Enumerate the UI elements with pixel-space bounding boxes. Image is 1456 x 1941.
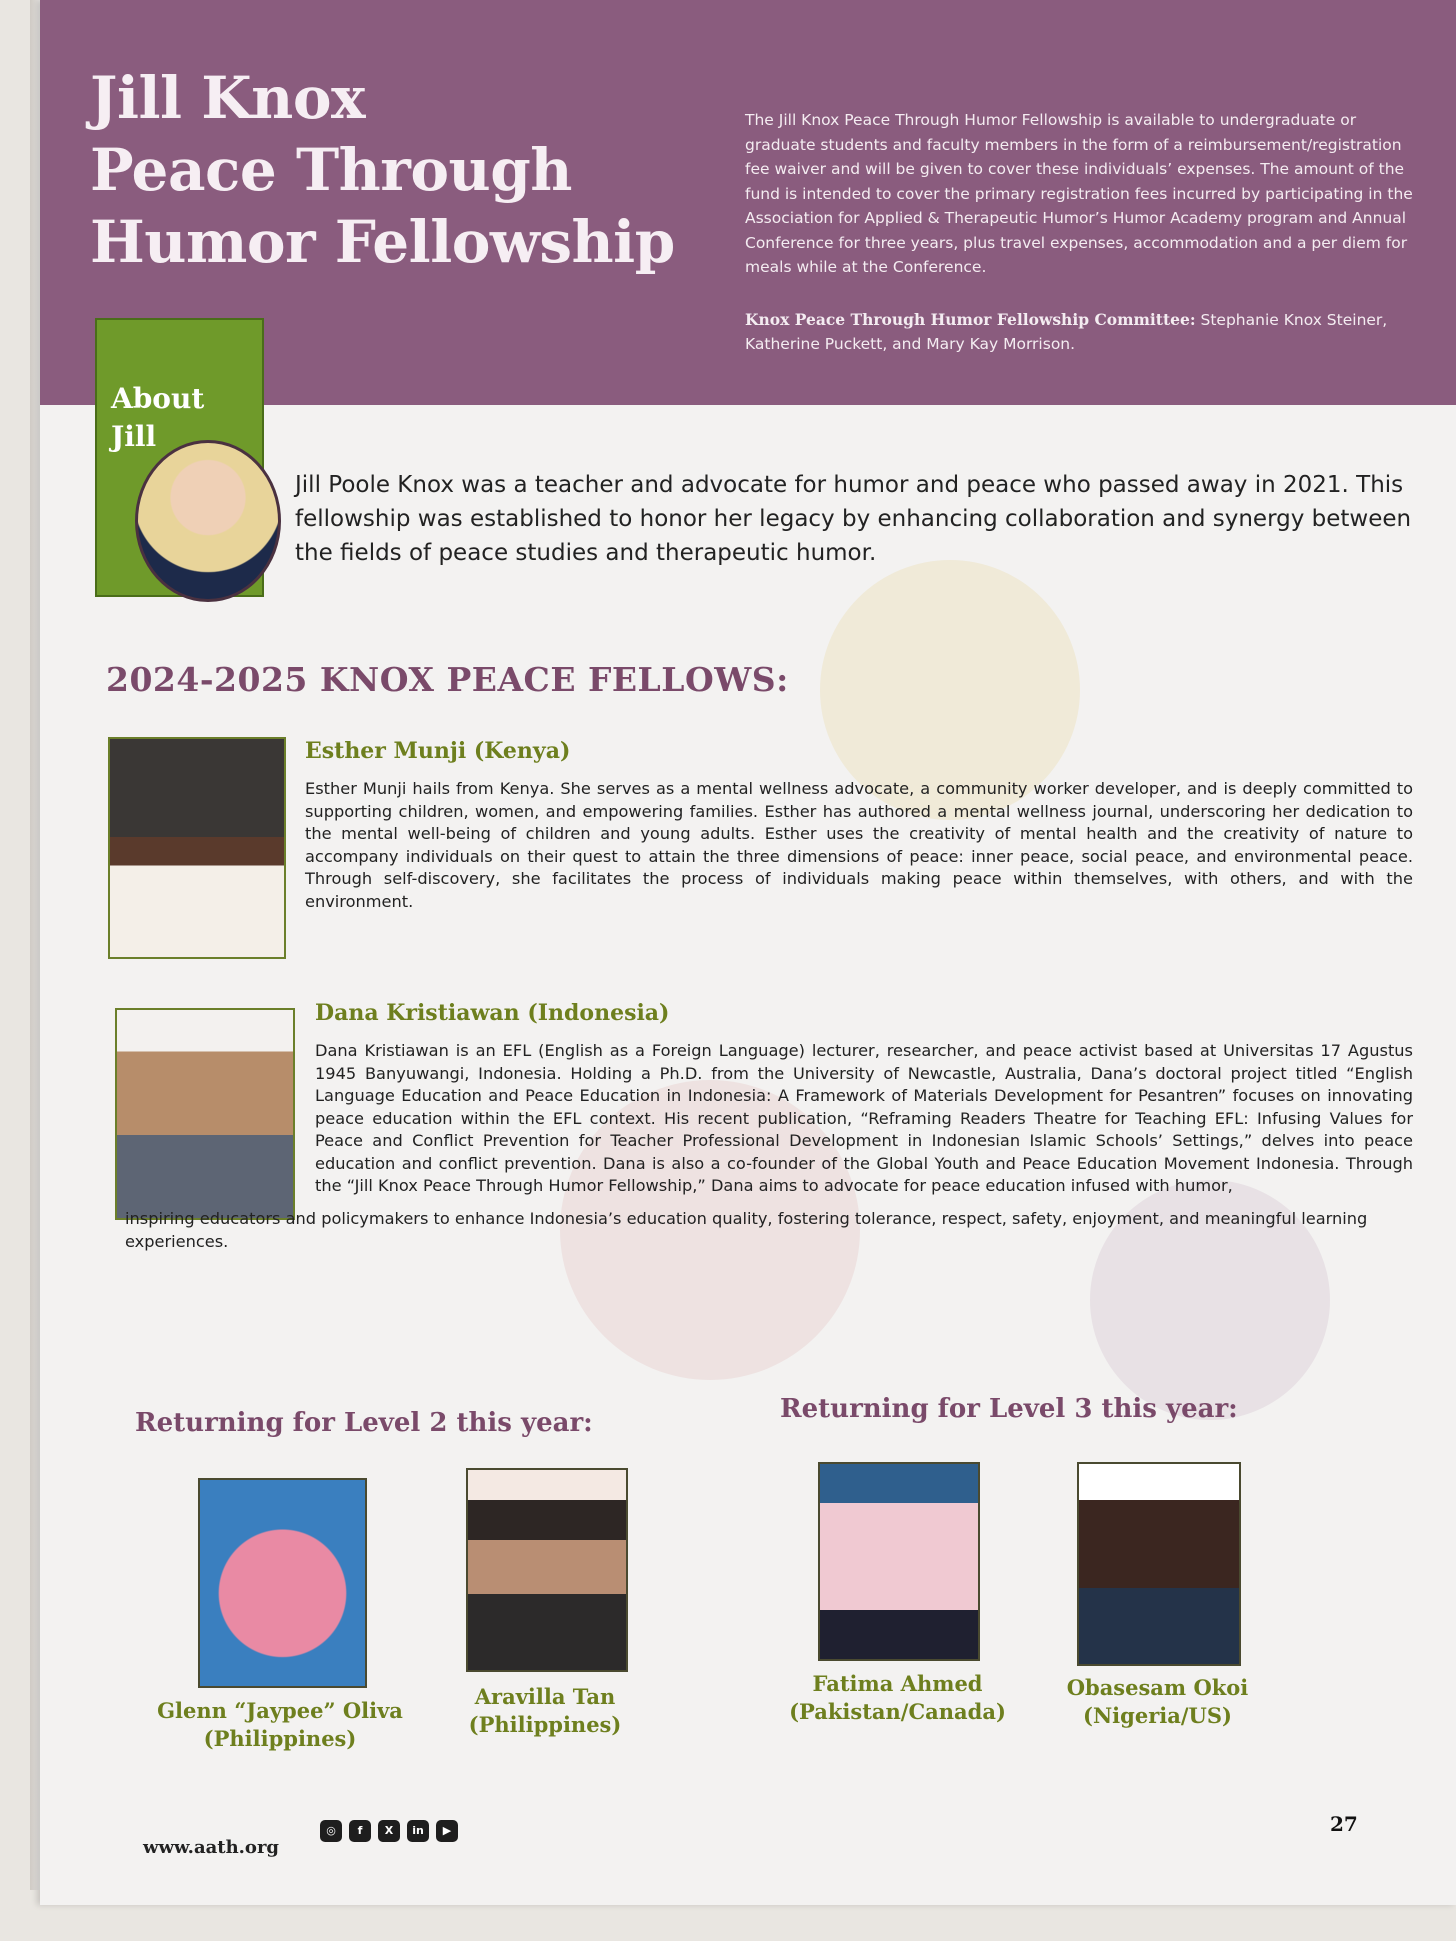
esther-name: Esther Munji (Kenya) — [305, 738, 571, 764]
dana-bio-continued: inspiring educators and policymakers to enhance Indonesia’s education quality, fostering tolerance, respect, safety, enjoyment, and meaningful learning experiences. — [125, 1209, 1368, 1251]
facebook-icon: f — [349, 1820, 371, 1842]
about-jill-label: About Jill — [111, 382, 205, 453]
person-country: (Philippines) — [468, 1712, 622, 1737]
instagram-icon: ◎ — [320, 1820, 342, 1842]
person-country: (Pakistan/Canada) — [789, 1699, 1006, 1724]
x-icon: X — [378, 1820, 400, 1842]
person-country: (Nigeria/US) — [1083, 1703, 1232, 1728]
glenn-oliva-photo — [198, 1478, 367, 1688]
dana-name: Dana Kristiawan (Indonesia) — [315, 1000, 670, 1026]
person-name: Aravilla Tan — [474, 1684, 616, 1709]
committee-label: Knox Peace Through Humor Fellowship Committee: — [745, 310, 1196, 329]
fellowship-description: The Jill Knox Peace Through Humor Fellowship is available to undergraduate or graduate students and faculty members in the form of a reimbursement/registration fee waiver and will be given to cover these individuals’ expenses. The amount of the fund is intended to cover the primary registration fees incurred by participating in the Association for Applied & Therapeutic Humor’s Humor Academy program and Annual Conference for three years, plus travel expenses, accommodation and a per diem for meals while at the Conference. — [745, 111, 1413, 276]
committee-info — [745, 308, 1425, 356]
fatima-ahmed-caption — [775, 1670, 1020, 1726]
committee-members: Stephanie Knox Steiner, Katherine Puckett, and Mary Kay Morrison. — [745, 311, 1388, 353]
person-country: (Philippines) — [203, 1726, 357, 1751]
about-jill-text: Jill Poole Knox was a teacher and advocate for humor and peace who passed away in 2021. This fellowship was established to honor her legacy by enhancing collaboration and synergy between the fields of peace studies and therapeutic humor. — [295, 472, 1412, 566]
page-number: 27 — [1330, 1812, 1358, 1836]
aravilla-tan-photo — [466, 1468, 628, 1672]
level-3-heading: Returning for Level 3 this year: — [780, 1394, 1238, 1424]
level-2-heading: Returning for Level 2 this year: — [135, 1408, 593, 1438]
fatima-ahmed-photo — [818, 1462, 980, 1661]
esther-bio: Esther Munji hails from Kenya. She serves as a mental wellness advocate, a community worker developer, and is deeply committed to supporting children, women, and empowering families. Esther has authored a mental wellness journal, underscoring her dedication to the mental well-being of children and young adults. Esther uses the creativity of mental health and the creativity of nature to accompany individuals on their quest to attain the three dimensions of peace: inner peace, social peace, and environmental peace. Through self-discovery, she facilitates the process of individuals making peace within themselves, with others, and with the environment. — [305, 779, 1413, 911]
obasesam-okoi-caption — [1055, 1674, 1260, 1730]
obasesam-okoi-photo — [1077, 1462, 1241, 1666]
website-url: www.aath.org — [143, 1837, 280, 1858]
person-name: Glenn “Jaypee” Oliva — [157, 1698, 403, 1723]
aravilla-tan-caption — [435, 1683, 655, 1739]
jill-portrait — [135, 440, 281, 602]
glenn-oliva-caption — [120, 1697, 440, 1753]
youtube-icon: ▶ — [436, 1820, 458, 1842]
esther-photo — [108, 737, 286, 959]
page-title: Jill Knox Peace Through Humor Fellowship — [90, 64, 675, 276]
dana-bio: Dana Kristiawan is an EFL (English as a Foreign Language) lecturer, researcher, and peace activist based at Universitas 17 Agustus 1945 Banyuwangi, Indonesia. Holding a Ph.D. from the University of Newcastle, Australia, Dana’s doctoral project titled “English Language Education and Peace Education in Indonesia: A Framework of Materials Development for Pesantren” focuses on innovating peace education within the EFL context. His recent publication, “Reframing Readers Theatre for Teaching EFL: Infusing Values for Peace and Conflict Prevention for Teacher Professional Development in Indonesian Islamic Schools’ Settings,” delves into peace education and conflict prevention. Dana is also a co-founder of the Global Youth and Peace Education Movement Indonesia. Through the “Jill Knox Peace Through Humor Fellowship,” Dana aims to advocate for peace education infused with humor, — [315, 1041, 1413, 1195]
person-name: Fatima Ahmed — [812, 1671, 983, 1696]
social-icons — [320, 1820, 458, 1842]
dana-photo — [115, 1008, 295, 1220]
person-name: Obasesam Okoi — [1066, 1675, 1249, 1700]
fellows-section-title: 2024-2025 KNOX PEACE FELLOWS: — [106, 660, 789, 699]
magazine-page — [40, 0, 1456, 1905]
linkedin-icon: in — [407, 1820, 429, 1842]
